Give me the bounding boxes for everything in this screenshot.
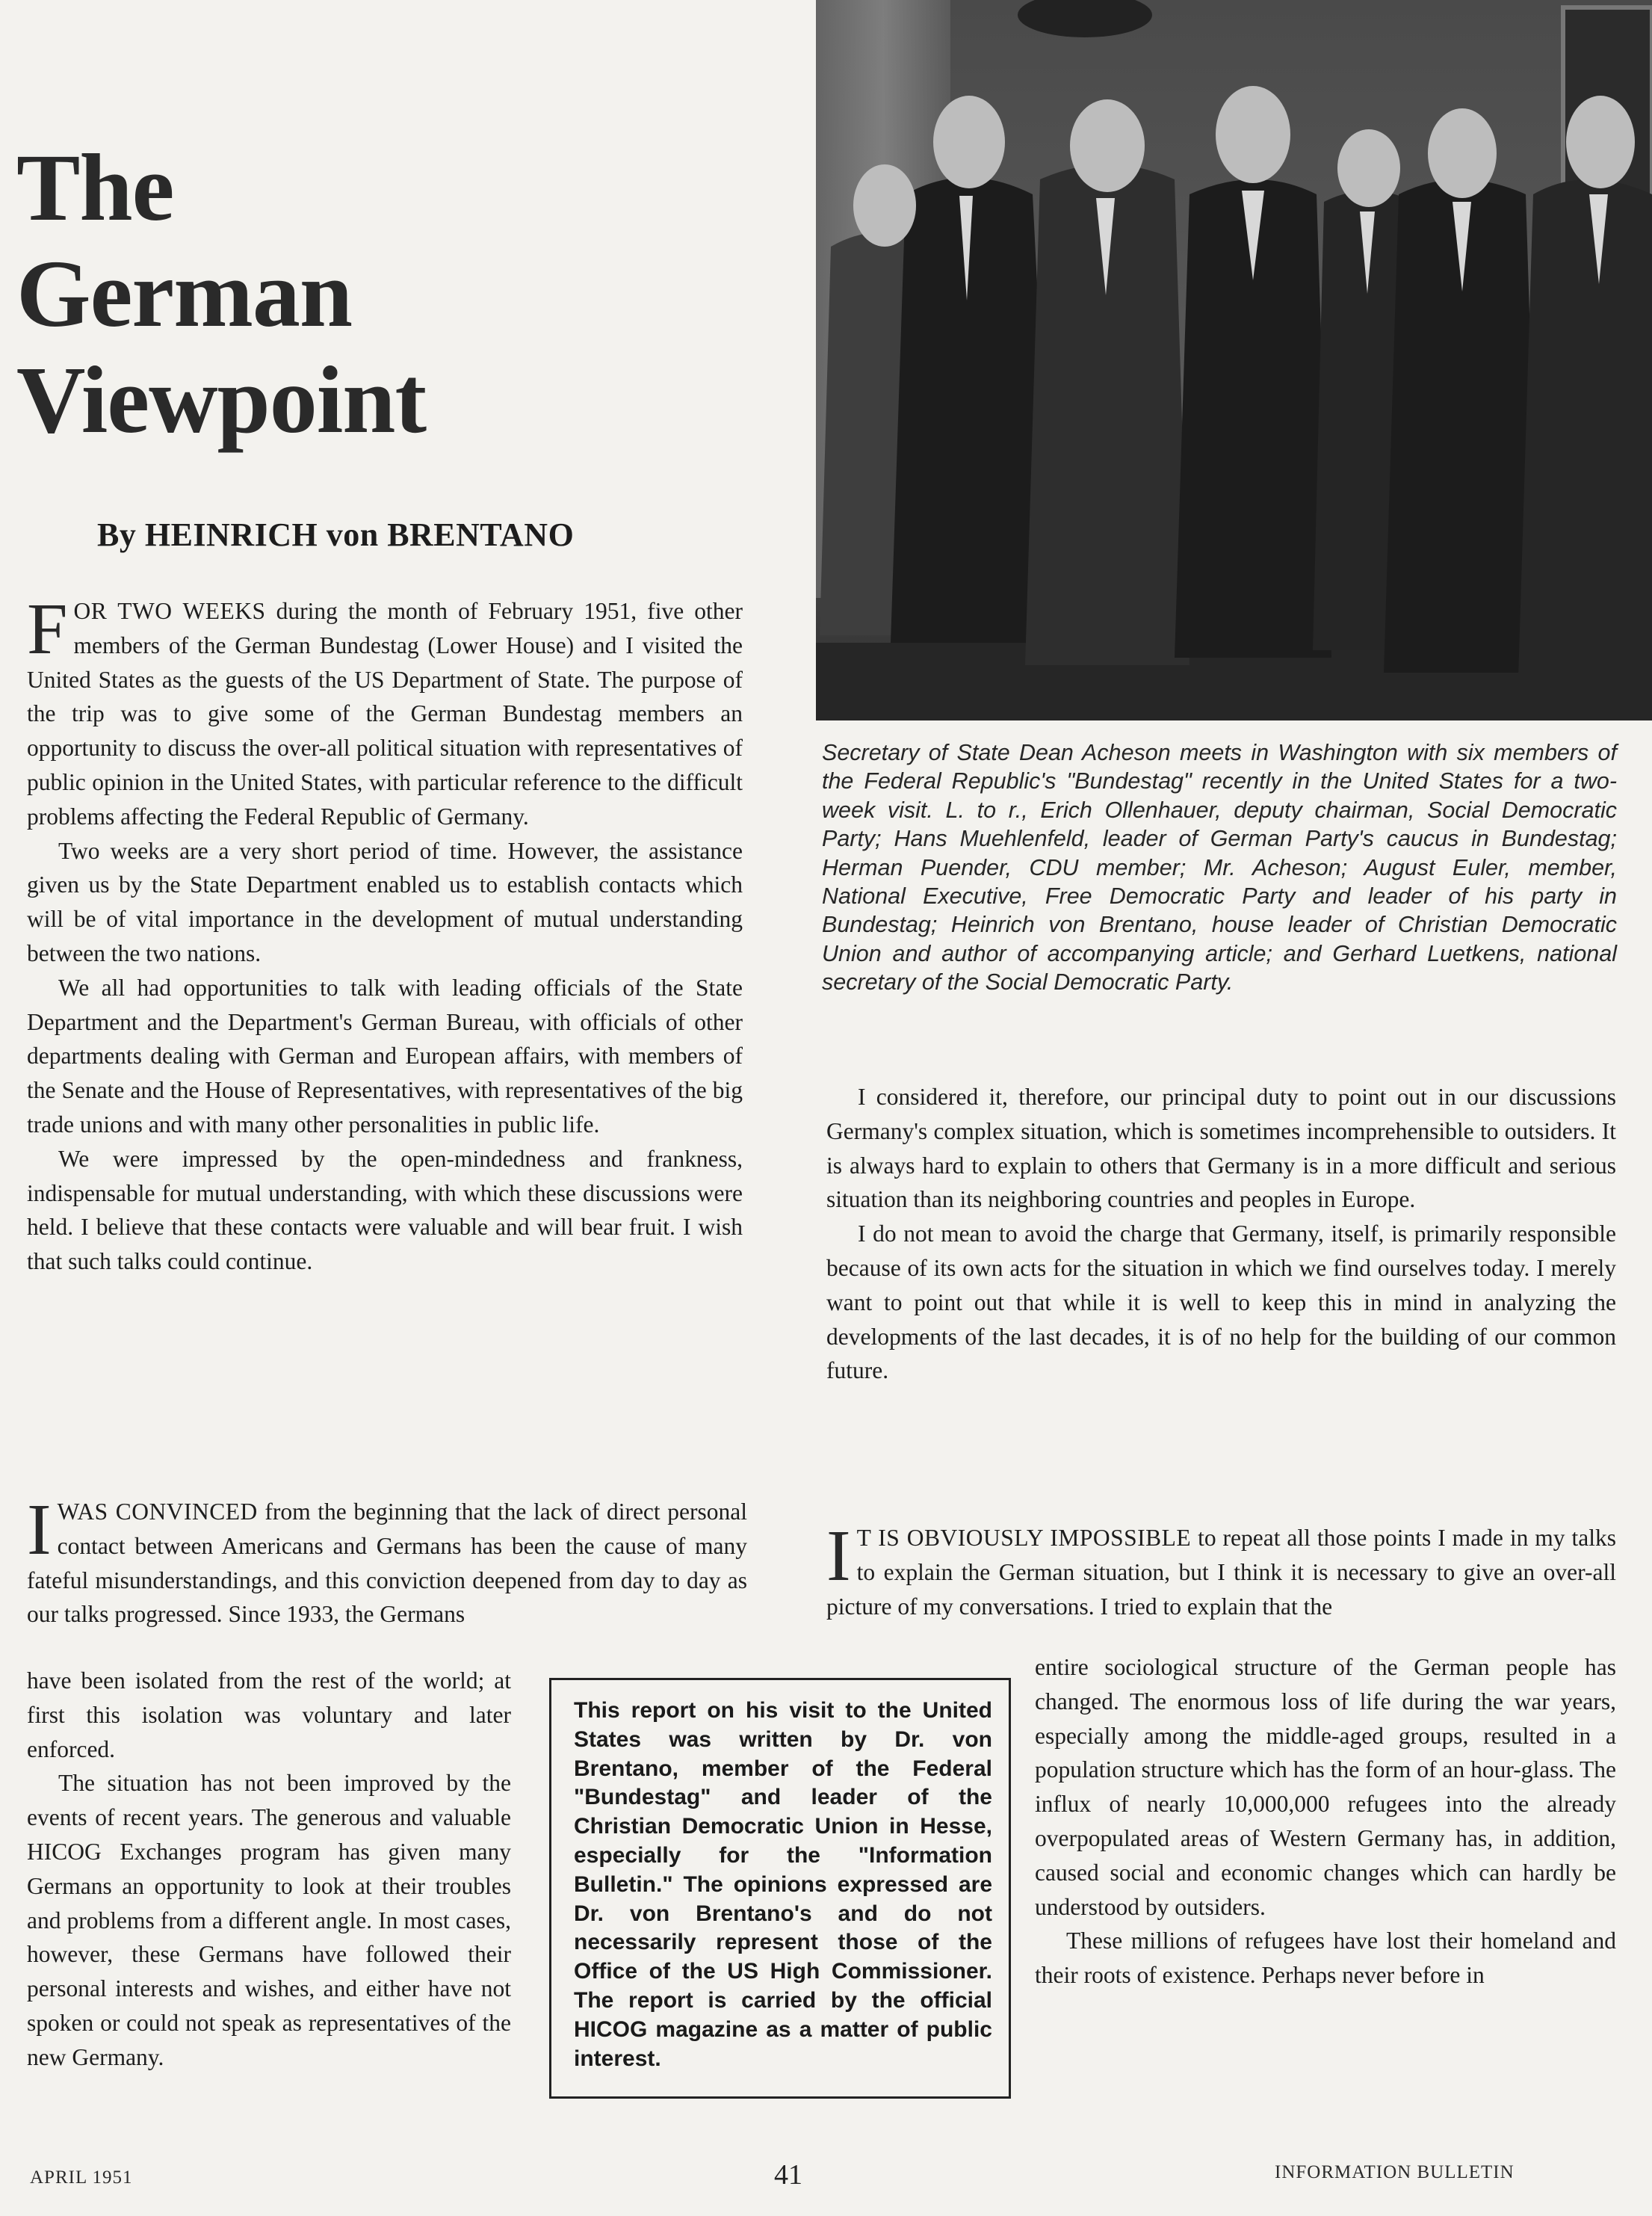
left-column-section-2-continued (27, 1664, 511, 2075)
paragraph-text: to repeat all those points I made in my talks to explain the German situation, but I think it is necessary to give an over-all picture of my conversations. I tried to explain that the (826, 1525, 1616, 1620)
paragraph-text: during the month of February 1951, five other members of the German Bundestag (Lower House) and I visited the United States as the guests of the US Department of State. The purpose of the trip was to give some of the German Bundestag members an opportunity to discuss the over-all political situation with representatives of public opinion in the United States, with particular reference to the difficult problems affecting the Federal Republic of Germany. (27, 598, 743, 830)
paragraph: We all had opportunities to talk with leading officials of the State Department and the Department's German Bureau, with officials of other departments dealing with German and European affairs, with members of the Senate and the House of Representatives, with representatives of the big trade unions and with many other personalities in public life. (27, 974, 743, 1138)
paragraph: These millions of refugees have lost their homeland and their roots of existence. Perhaps never before in (1035, 1928, 1616, 1989)
byline: By HEINRICH von BRENTANO (97, 516, 575, 553)
right-column-section-2 (826, 1516, 1616, 1623)
paragraph (27, 1490, 748, 1632)
title-line-1: The (16, 135, 174, 241)
lead-in: OR TWO WEEKS (73, 598, 266, 624)
paragraph (826, 1516, 1616, 1623)
paragraph: have been isolated from the rest of the world; at first this isolation was voluntary and later enforced. (27, 1667, 511, 1762)
drop-cap: I (826, 1516, 851, 1596)
footer-date: APRIL 1951 (30, 2167, 133, 2188)
paragraph: I do not mean to avoid the charge that Germany, itself, is primarily responsible because of its own acts for the situation in which we find ourselves today. I merely want to point out that while it is well to keep this in mind in analyzing the developments of the last decades, it is of no help for the building of our common future. (826, 1220, 1616, 1384)
left-column-section-1 (27, 589, 743, 1279)
paragraph (27, 589, 743, 834)
left-column-section-2 (27, 1490, 748, 1632)
paragraph-text: from the beginning that the lack of direct personal contact between Americans and Germans has been the cause of many fateful misunderstandings, and this conviction deepened from day to day as our talks progressed. Since 1933, the Germans (27, 1499, 748, 1628)
right-column-section-2-continued (1035, 1650, 1616, 1993)
article-title (16, 135, 525, 453)
paragraph: entire sociological structure of the German people has changed. The enormous loss of life during the war years, especially among the middle-aged groups, resulted in a population structure which has the form of an hour-glass. The influx of nearly 10,000,000 refugees into the already overpopulated areas of Western Germany has, in addition, caused social and economic changes which can hardly be understood by outsiders. (1035, 1654, 1616, 1920)
paragraph: Two weeks are a very short period of time. However, the assistance given us by the State Department enabled us to establish contacts which will be of vital importance in the development of mutual understanding between the two nations. (27, 837, 743, 966)
group-photo (816, 0, 1652, 720)
drop-cap: F (27, 589, 68, 670)
photo-illustration (816, 0, 1652, 720)
drop-cap: I (27, 1490, 52, 1570)
paragraph: The situation has not been improved by the events of recent years. The generous and valuable HICOG Exchanges program has given many Germans an opportunity to look at their troubles and problems from a different angle. In most cases, however, these Germans have followed their personal interests and wishes, and either have not spoken or could not speak as representatives of the new Germany. (27, 1770, 511, 2070)
right-column-upper (826, 1080, 1616, 1388)
title-line-2: German (16, 241, 352, 347)
photo-caption: Secretary of State Dean Acheson meets in Washington with six members of the Federal Republic's "Bundestag" recently in the United States for a two-week visit. L. to r., Erich Ollenhauer, deputy chairman, Social Democratic Party; Hans Muehlenfeld, leader of German Party's caucus in Bundestag; Herman Puender, CDU member; Mr. Acheson; August Euler, member, National Executive, Free Democratic Party and leader of his party in Bundestag; Heinrich von Brentano, house leader of Christian Democratic Union and author of accompanying article; and Gerhard Luetkens, national secretary of the Social Democratic Party. (822, 740, 1617, 996)
lead-in: T IS OBVIOUSLY IMPOSSIBLE (856, 1525, 1192, 1551)
paragraph: I considered it, therefore, our principal duty to point out in our discussions Germany's complex situation, which is sometimes incomprehensible to outsiders. It is always hard to explain to others that Germany is in a more difficult and serious situation than its neighboring countries and peoples in Europe. (826, 1084, 1616, 1213)
editorial-note-box: This report on his visit to the United States was written by Dr. von Brentano, member of the Federal "Bundestag" and leader of the Christian Democratic Union in Hesse, especially for the "Information Bulletin." The opinions expressed are Dr. von Brentano's and do not necessarily represent those of the Office of the US High Commissioner. The report is carried by the official HICOG magazine as a matter of public interest. (549, 1678, 1011, 2099)
footer-publication: INFORMATION BULLETIN (1275, 2162, 1515, 2182)
paragraph: We were impressed by the open-mindedness and frankness, indispensable for mutual understanding, with which these discussions were held. I believe that these contacts were valuable and will bear fruit. I wish that such talks could continue. (27, 1145, 743, 1275)
lead-in: WAS CONVINCED (57, 1499, 258, 1525)
page-number: 41 (774, 2159, 802, 2191)
title-line-3: Viewpoint (16, 347, 427, 453)
